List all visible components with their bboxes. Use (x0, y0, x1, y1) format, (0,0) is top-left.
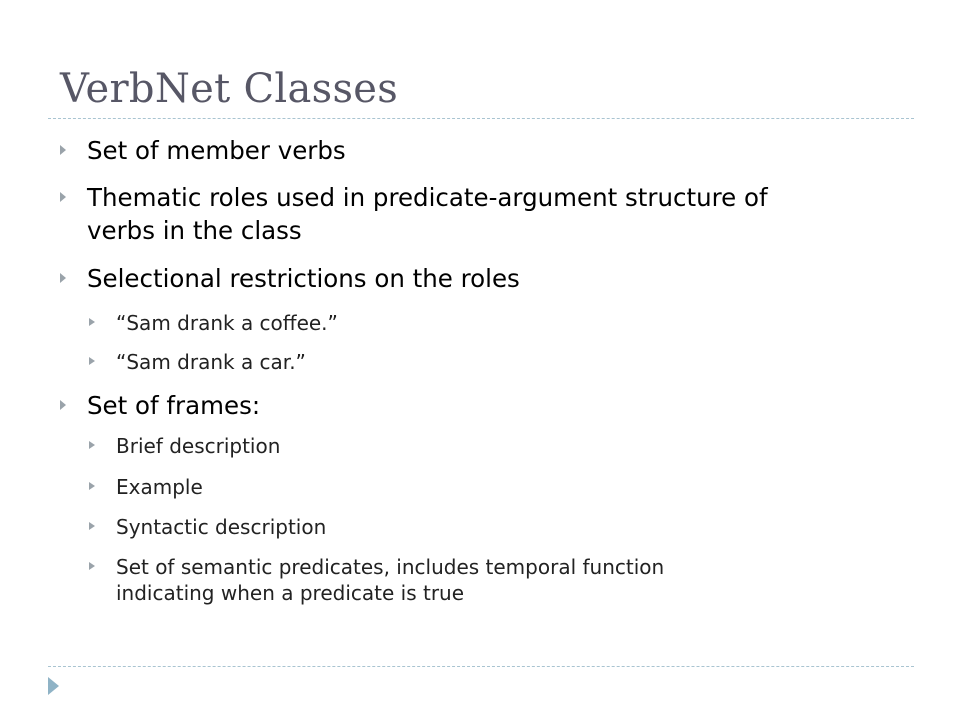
sub-bullet-text: “Sam drank a coffee.” (116, 311, 338, 335)
triangle-bullet-icon (89, 522, 95, 530)
triangle-bullet-icon (60, 145, 66, 155)
footer-divider (48, 666, 914, 667)
sub-bullet-text-line-2: indicating when a predicate is true (116, 581, 465, 605)
sub-bullet-text: Example (116, 475, 203, 499)
bullet-text: Set of frames: (87, 391, 261, 420)
bullet-item (60, 181, 768, 247)
triangle-bullet-icon (89, 482, 95, 490)
sub-bullet-item (89, 349, 306, 375)
bullet-item (60, 262, 520, 295)
sub-bullet-text: “Sam drank a car.” (116, 350, 306, 374)
bullet-text-line-1: Thematic roles used in predicate-argument structure of (87, 183, 768, 212)
sub-bullet-item (89, 474, 203, 500)
triangle-bullet-icon (60, 273, 66, 283)
sub-bullet-item (89, 433, 280, 459)
sub-bullet-item (89, 514, 326, 540)
triangle-bullet-icon (89, 357, 95, 365)
sub-bullet-text-line-1: Set of semantic predicates, includes temporal function (116, 555, 665, 579)
slide-title: VerbNet Classes (60, 66, 399, 112)
corner-triangle-icon (48, 677, 59, 695)
triangle-bullet-icon (89, 441, 95, 449)
bullet-text: Selectional restrictions on the roles (87, 264, 520, 293)
sub-bullet-text: Syntactic description (116, 515, 327, 539)
sub-bullet-item (89, 310, 338, 336)
sub-bullet-text: Brief description (116, 434, 281, 458)
triangle-bullet-icon (60, 400, 66, 410)
triangle-bullet-icon (60, 192, 66, 202)
bullet-text: Set of member verbs (87, 136, 346, 165)
triangle-bullet-icon (89, 318, 95, 326)
triangle-bullet-icon (89, 562, 95, 570)
bullet-item (60, 134, 346, 167)
bullet-item (60, 389, 260, 422)
sub-bullet-item (89, 554, 664, 606)
bullet-text-line-2: verbs in the class (87, 216, 302, 245)
